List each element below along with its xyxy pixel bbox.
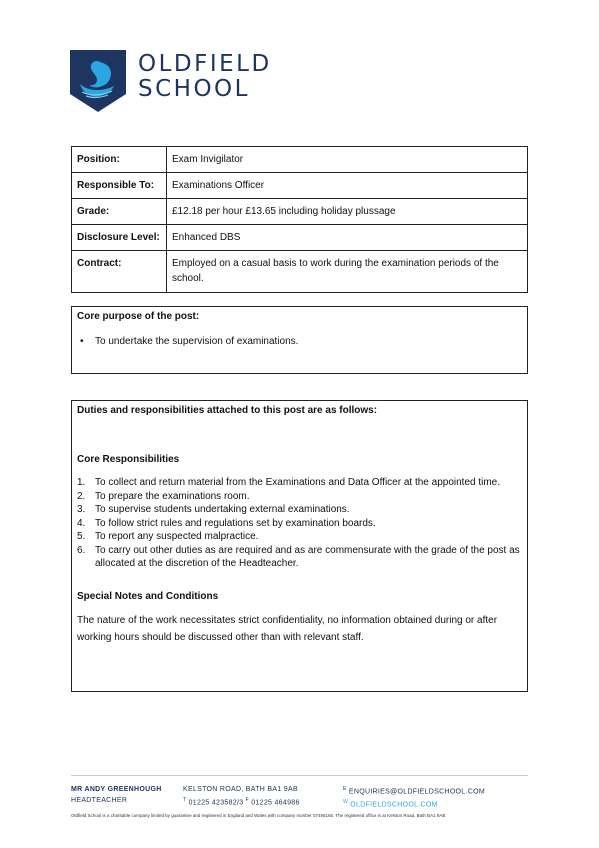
school-name-line1: OLDFIELD xyxy=(138,51,272,77)
list-item: 2. To prepare the examinations room. xyxy=(77,490,250,502)
school-name xyxy=(138,52,272,102)
core-responsibilities-heading: Core Responsibilities xyxy=(77,454,180,465)
table-row xyxy=(72,147,528,173)
core-purpose-box xyxy=(71,306,528,374)
contract-value: Employed on a casual basis to work during the examination periods of the school. xyxy=(167,251,528,293)
footer-divider xyxy=(71,775,528,776)
list-item: 5. To report any suspected malpractice. xyxy=(77,531,259,542)
swan-crest-icon xyxy=(70,50,126,112)
special-notes-text: The nature of the work necessitates strict confidentiality, no information obtained during or after working hours should be discussed other than with relevant staff. xyxy=(77,614,498,643)
school-logo xyxy=(70,50,290,114)
responsible-to-label: Responsible To: xyxy=(72,173,167,199)
position-label: Position: xyxy=(72,147,167,173)
footer-online xyxy=(343,784,485,811)
list-item: 3. To supervise students undertaking external examinations. xyxy=(77,504,350,515)
core-purpose-bullet xyxy=(77,334,522,349)
core-purpose-heading: Core purpose of the post: xyxy=(77,311,200,322)
responsible-to-value: Examinations Officer xyxy=(167,173,528,199)
job-info-table xyxy=(71,146,528,293)
responsibilities-list xyxy=(77,476,522,571)
list-item: 6. To carry out other duties as are required and as are commensurate with the grade of the post as allocated at the discretion of the Headteacher. xyxy=(77,544,520,569)
footer-fine-print: Oldfield School is a charitable company limited by guarantee and registered in England and Wales with company number 07495165. The registered office is at Kelston Road, Bath BA1 9AB xyxy=(71,813,446,818)
footer-contact xyxy=(183,784,300,808)
school-name-line2: SCHOOL xyxy=(138,76,250,102)
duties-heading: Duties and responsibilities attached to this post are as follows: xyxy=(77,405,378,416)
list-item: 4. To follow strict rules and regulations set by examination boards. xyxy=(77,517,376,529)
contract-label: Contract: xyxy=(72,251,167,293)
footer-website[interactable]: $^W$ OLDFIELDSCHOOL.COM xyxy=(343,799,438,809)
table-row xyxy=(72,251,528,293)
table-row xyxy=(72,173,528,199)
position-value: Exam Invigilator xyxy=(167,147,528,173)
grade-value: £12.18 per hour £13.65 including holiday plussage xyxy=(167,199,528,225)
footer-phones: $^T$ 01225 423582/3 $^F$ 01225 464986 xyxy=(183,797,300,807)
duties-box xyxy=(71,400,528,692)
table-row xyxy=(72,199,528,225)
headteacher-name: MR ANDY GREENHOUGH xyxy=(71,786,162,793)
disclosure-value: Enhanced DBS xyxy=(167,225,528,251)
bullet-icon: • xyxy=(80,336,84,347)
footer-headteacher xyxy=(71,784,162,806)
grade-label: Grade: xyxy=(72,199,167,225)
footer-address: KELSTON ROAD, BATH BA1 9AB xyxy=(183,786,298,793)
table-row xyxy=(72,225,528,251)
special-notes-heading: Special Notes and Conditions xyxy=(77,590,219,602)
disclosure-label: Disclosure Level: xyxy=(72,225,167,251)
headteacher-title: HEADTEACHER xyxy=(71,797,128,804)
footer-email[interactable]: $^E$ ENQUIRIES@OLDFIELDSCHOOL.COM xyxy=(343,786,485,796)
list-item: 1. To collect and return material from the Examinations and Data Officer at the appointed time. xyxy=(77,477,501,488)
core-purpose-text: To undertake the supervision of examinations. xyxy=(95,336,299,347)
